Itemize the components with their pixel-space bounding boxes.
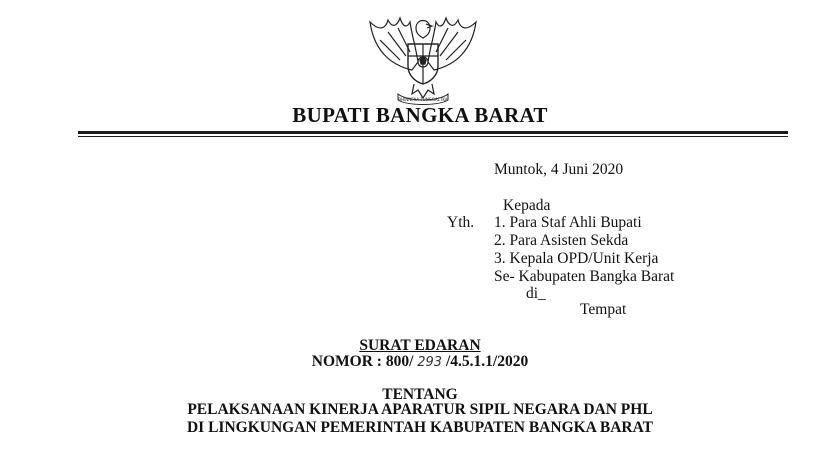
letterhead-rule-thin: [78, 136, 788, 137]
se-line: Se- Kabupaten Bangka Barat: [494, 268, 675, 285]
place-date: Muntok, 4 Juni 2020: [494, 161, 624, 178]
emblem-motto: BHINNEKA TUNGGAL IKA: [398, 97, 448, 102]
subject-line-1: PELAKSANAAN KINERJA APARATUR SIPIL NEGARA DAN PHL: [187, 401, 653, 418]
letterhead-rule-thick: [78, 131, 788, 134]
nomor-prefix: NOMOR : 800/: [311, 353, 414, 370]
nomor-handwritten: 293: [417, 355, 443, 370]
document-type: SURAT EDARAN: [359, 337, 481, 354]
recipient-item: 1. Para Staf Ahli Bupati: [494, 214, 642, 231]
letterhead-title: BUPATI BANGKA BARAT: [292, 103, 548, 127]
tentang-heading: TENTANG: [382, 386, 458, 403]
di-label: di_: [526, 285, 546, 302]
recipient-item: 2. Para Asisten Sekda: [494, 232, 629, 249]
document-number: [0, 353, 840, 371]
nomor-suffix: /4.5.1.1/2020: [445, 353, 529, 370]
recipient-item: 3. Kepala OPD/Unit Kerja: [494, 250, 659, 267]
subject-line-2: DI LINGKUNGAN PEMERINTAH KABUPATEN BANGKA BARAT: [186, 419, 654, 436]
kepada-label: Kepada: [503, 197, 551, 214]
yth-label: Yth.: [447, 214, 475, 231]
garuda-emblem-icon: [360, 10, 486, 106]
tempat-label: Tempat: [580, 301, 627, 318]
